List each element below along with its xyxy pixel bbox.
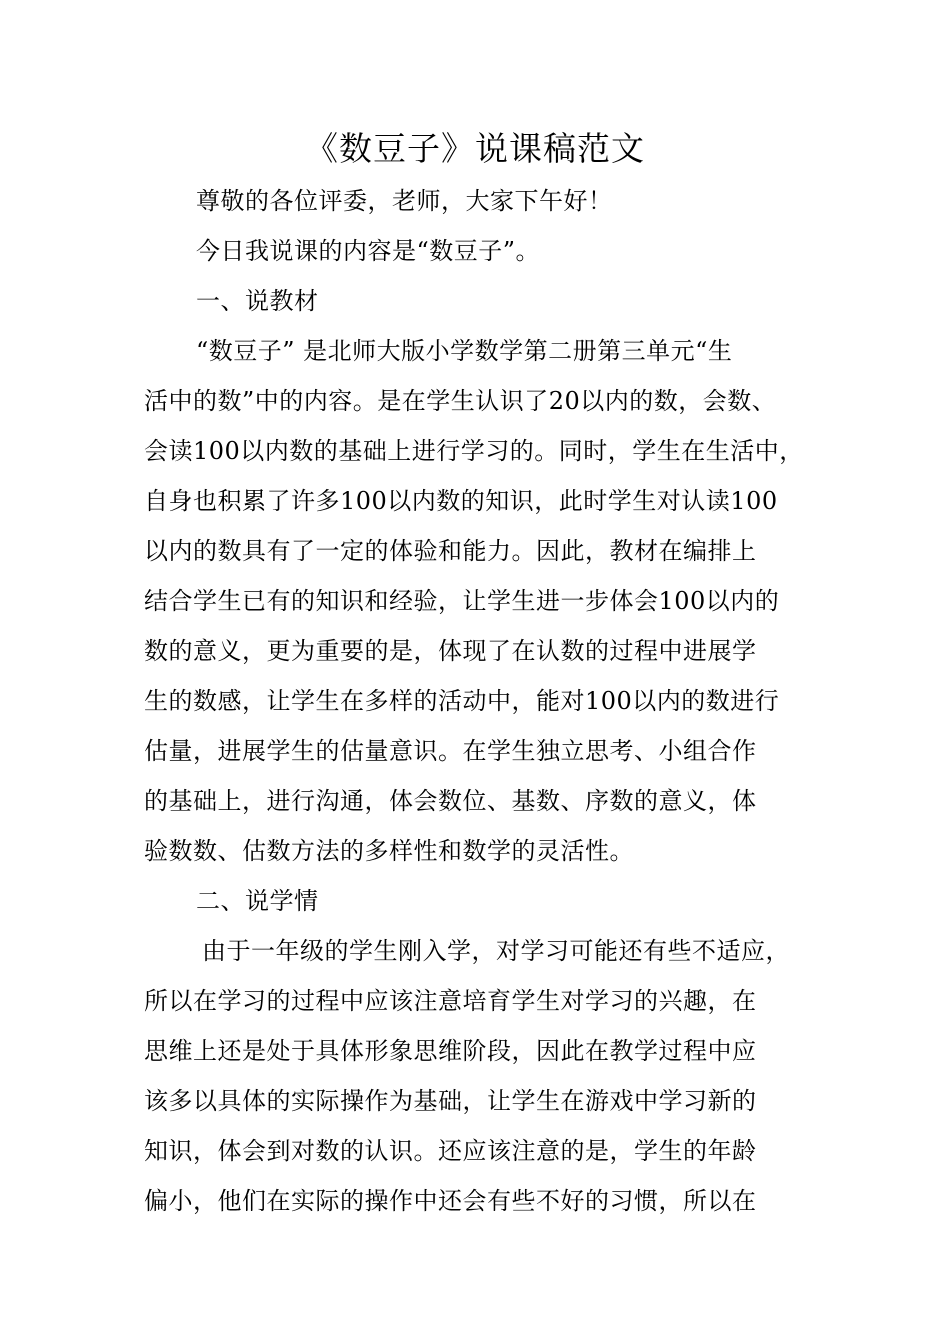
section-heading: 一、说教材	[196, 287, 319, 315]
paragraph-line: 结合学生已有的知识和经验，让学生进一步体会100以内的	[144, 587, 780, 615]
paragraph-line: 思维上还是处于具体形象思维阶段，因此在教学过程中应	[144, 1037, 757, 1065]
document-title: 《数豆子》说课稿范文	[305, 129, 645, 168]
paragraph-line: 的基础上，进行沟通，体会数位、基数、序数的意义，体	[144, 787, 757, 815]
paragraph-line: 该多以具体的实际操作为基础，让学生在游戏中学习新的	[144, 1087, 757, 1115]
paragraph-line: 会读100以内数的基础上进行学习的。同时，学生在生活中，	[144, 437, 804, 465]
paragraph-line: 验数数、估数方法的多样性和数学的灵活性。	[144, 837, 634, 865]
paragraph-line: 由于一年级的学生刚入学，对学习可能还有些不适应，	[202, 937, 790, 965]
paragraph-line: 尊敬的各位评委，老师，大家下午好！	[196, 187, 613, 215]
section-heading: 二、说学情	[196, 887, 319, 915]
paragraph-line: 估量，进展学生的估量意识。在学生独立思考、小组合作	[144, 737, 757, 765]
paragraph-line: 数的意义，更为重要的是，体现了在认数的过程中进展学	[144, 637, 757, 665]
paragraph-line: 所以在学习的过程中应该注意培育学生对学习的兴趣，在	[144, 987, 757, 1015]
paragraph-line: 今日我说课的内容是“数豆子”。	[196, 237, 541, 265]
paragraph-line: 以内的数具有了一定的体验和能力。因此，教材在编排上	[144, 537, 757, 565]
paragraph-line: 知识，体会到对数的认识。还应该注意的是，学生的年龄	[144, 1137, 757, 1165]
paragraph-line: 自身也积累了许多100以内数的知识，此时学生对认读100	[144, 487, 778, 515]
paragraph-line: 生的数感，让学生在多样的活动中，能对100以内的数进行	[144, 687, 780, 715]
paragraph-line: 偏小，他们在实际的操作中还会有些不好的习惯，所以在	[144, 1187, 757, 1215]
paragraph-line: 活中的数”中的内容。是在学生认识了20以内的数，会数、	[144, 387, 777, 415]
paragraph-line: “数豆子” 是北师大版小学数学第二册第三单元“生	[196, 337, 733, 365]
